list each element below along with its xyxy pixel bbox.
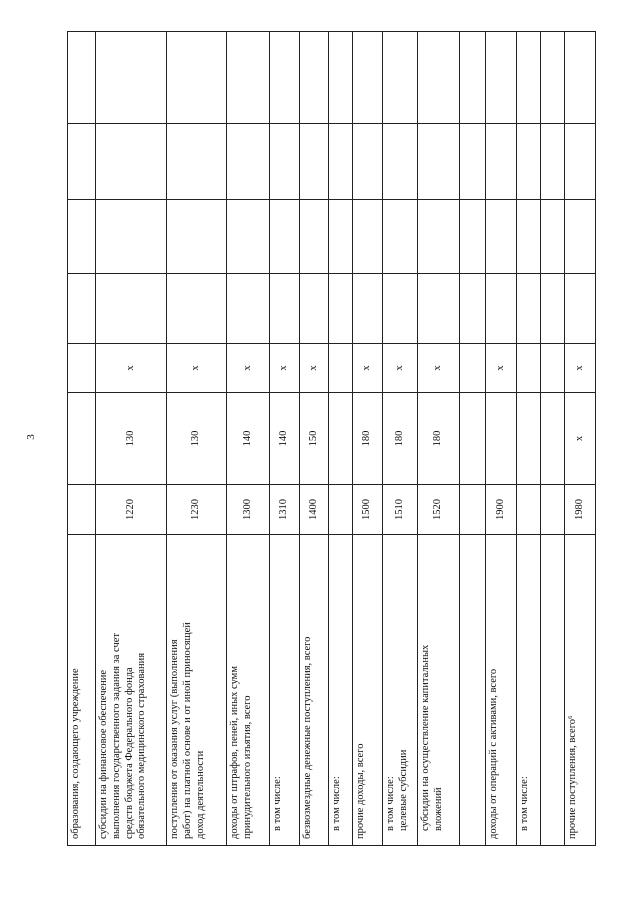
row-label-line: субсидии на осуществление капитальных bbox=[420, 644, 431, 831]
amount-cell bbox=[270, 124, 300, 200]
row-label-line: вложений bbox=[432, 787, 444, 831]
amount-cell bbox=[517, 124, 541, 200]
row-code-cell: 1980 bbox=[565, 485, 596, 535]
amount-cell bbox=[383, 274, 418, 344]
table-row bbox=[541, 32, 565, 846]
amount-cell bbox=[353, 32, 383, 124]
amount-cell bbox=[383, 32, 418, 124]
row-label bbox=[541, 535, 565, 846]
cross-mark-cell bbox=[541, 344, 565, 393]
amount-cell bbox=[353, 200, 383, 274]
row-label-line: прочие доходы, всего bbox=[355, 743, 366, 839]
amount-cell bbox=[96, 32, 167, 124]
cross-mark-cell bbox=[517, 344, 541, 393]
row-label bbox=[96, 535, 167, 846]
row-label-line: средств бюджета Федерального фонда bbox=[123, 667, 135, 839]
amount-cell bbox=[517, 274, 541, 344]
amount-cell bbox=[541, 274, 565, 344]
table-row bbox=[68, 32, 96, 846]
amount-cell bbox=[167, 124, 227, 200]
cross-mark-cell: х bbox=[486, 344, 517, 393]
kosgu-code-cell: 180 bbox=[418, 393, 460, 485]
amount-cell bbox=[68, 274, 96, 344]
amount-cell bbox=[517, 200, 541, 274]
rotated-table-wrapper bbox=[67, 32, 595, 846]
table-row bbox=[96, 32, 167, 846]
kosgu-code-cell: 130 bbox=[167, 393, 227, 485]
row-label bbox=[383, 535, 418, 846]
amount-cell bbox=[329, 32, 353, 124]
row-label bbox=[270, 535, 300, 846]
row-label bbox=[418, 535, 460, 846]
amount-cell bbox=[270, 32, 300, 124]
amount-cell bbox=[541, 124, 565, 200]
row-label-line: принудительного изъятия, всего bbox=[241, 695, 253, 839]
row-code-cell bbox=[541, 485, 565, 535]
row-code-cell: 1500 bbox=[353, 485, 383, 535]
amount-cell bbox=[383, 124, 418, 200]
row-code-cell: 1520 bbox=[418, 485, 460, 535]
amount-cell bbox=[418, 124, 460, 200]
amount-cell bbox=[460, 32, 486, 124]
amount-cell bbox=[565, 200, 596, 274]
cross-mark-cell bbox=[460, 344, 486, 393]
row-code-cell bbox=[517, 485, 541, 535]
kosgu-code-cell bbox=[517, 393, 541, 485]
row-label-line: в том числе: bbox=[272, 776, 283, 831]
row-code-cell: 1310 bbox=[270, 485, 300, 535]
row-code-cell bbox=[68, 485, 96, 535]
row-code-cell: 1300 bbox=[227, 485, 270, 535]
amount-cell bbox=[486, 32, 517, 124]
table-row bbox=[270, 32, 300, 846]
kosgu-code-cell bbox=[329, 393, 353, 485]
amount-cell bbox=[167, 200, 227, 274]
kosgu-code-cell bbox=[486, 393, 517, 485]
amount-cell bbox=[517, 32, 541, 124]
table-row bbox=[167, 32, 227, 846]
cross-mark-cell bbox=[329, 344, 353, 393]
amount-cell bbox=[96, 274, 167, 344]
table-row bbox=[383, 32, 418, 846]
amount-cell bbox=[96, 124, 167, 200]
amount-cell bbox=[167, 274, 227, 344]
amount-cell bbox=[353, 274, 383, 344]
financial-plan-table bbox=[67, 31, 596, 846]
cross-mark-cell: х bbox=[565, 344, 596, 393]
table-row bbox=[353, 32, 383, 846]
cross-mark-cell: х bbox=[300, 344, 329, 393]
row-label-line: в том числе: bbox=[331, 776, 342, 831]
amount-cell bbox=[418, 32, 460, 124]
cross-mark-cell: х bbox=[353, 344, 383, 393]
row-code-cell bbox=[329, 485, 353, 535]
row-label bbox=[353, 535, 383, 846]
amount-cell bbox=[227, 124, 270, 200]
table-row bbox=[329, 32, 353, 846]
row-label bbox=[460, 535, 486, 846]
amount-cell bbox=[300, 274, 329, 344]
amount-cell bbox=[300, 32, 329, 124]
table-row bbox=[565, 32, 596, 846]
amount-cell bbox=[418, 274, 460, 344]
row-label-line bbox=[543, 541, 556, 839]
row-label-line: в том числе: bbox=[519, 776, 530, 831]
row-label-line: доход деятельности bbox=[194, 750, 206, 839]
amount-cell bbox=[329, 274, 353, 344]
row-label bbox=[517, 535, 541, 846]
kosgu-code-cell: 150 bbox=[300, 393, 329, 485]
kosgu-code-cell: 140 bbox=[227, 393, 270, 485]
row-code-cell bbox=[460, 485, 486, 535]
amount-cell bbox=[565, 274, 596, 344]
table-row bbox=[486, 32, 517, 846]
amount-cell bbox=[565, 32, 596, 124]
row-label-line: субсидии на финансовое обеспечение bbox=[98, 669, 109, 839]
cross-mark-cell bbox=[68, 344, 96, 393]
amount-cell bbox=[486, 274, 517, 344]
amount-cell bbox=[68, 32, 96, 124]
row-label-line: образования, создающего учреждение bbox=[70, 668, 81, 839]
table-row bbox=[517, 32, 541, 846]
amount-cell bbox=[460, 124, 486, 200]
amount-cell bbox=[300, 124, 329, 200]
row-label bbox=[565, 535, 596, 846]
amount-cell bbox=[227, 274, 270, 344]
amount-cell bbox=[270, 200, 300, 274]
table-row bbox=[418, 32, 460, 846]
table-row bbox=[300, 32, 329, 846]
cross-mark-cell: х bbox=[383, 344, 418, 393]
row-label bbox=[486, 535, 517, 846]
amount-cell bbox=[300, 200, 329, 274]
row-code-cell: 1400 bbox=[300, 485, 329, 535]
amount-cell bbox=[96, 200, 167, 274]
kosgu-code-cell: 140 bbox=[270, 393, 300, 485]
row-label bbox=[329, 535, 353, 846]
row-label-line: поступления от оказания услуг (выполнения bbox=[169, 639, 180, 839]
row-label-line: безвозмездные денежные поступления, всего bbox=[302, 636, 313, 839]
kosgu-code-cell: 180 bbox=[353, 393, 383, 485]
amount-cell bbox=[486, 124, 517, 200]
kosgu-code-cell: 130 bbox=[96, 393, 167, 485]
amount-cell bbox=[227, 32, 270, 124]
page-number: 3 bbox=[24, 434, 37, 440]
amount-cell bbox=[418, 200, 460, 274]
amount-cell bbox=[565, 124, 596, 200]
row-code-cell: 1510 bbox=[383, 485, 418, 535]
amount-cell bbox=[227, 200, 270, 274]
row-label bbox=[227, 535, 270, 846]
row-code-cell: 1230 bbox=[167, 485, 227, 535]
row-label-line: целевые субсидии bbox=[397, 749, 409, 831]
row-label bbox=[68, 535, 96, 846]
row-label bbox=[300, 535, 329, 846]
cross-mark-cell: х bbox=[227, 344, 270, 393]
kosgu-code-cell: 180 bbox=[383, 393, 418, 485]
table-row bbox=[227, 32, 270, 846]
row-label-line: прочие поступления, всего⁶ bbox=[567, 715, 578, 839]
cross-mark-cell: х bbox=[418, 344, 460, 393]
amount-cell bbox=[460, 274, 486, 344]
kosgu-code-cell bbox=[460, 393, 486, 485]
cross-mark-cell: х bbox=[167, 344, 227, 393]
table-row bbox=[460, 32, 486, 846]
amount-cell bbox=[68, 124, 96, 200]
amount-cell bbox=[486, 200, 517, 274]
amount-cell bbox=[353, 124, 383, 200]
amount-cell bbox=[383, 200, 418, 274]
amount-cell bbox=[541, 32, 565, 124]
row-code-cell: 1220 bbox=[96, 485, 167, 535]
cross-mark-cell: х bbox=[96, 344, 167, 393]
row-label-line: в том числе: bbox=[385, 776, 396, 831]
amount-cell bbox=[68, 200, 96, 274]
row-label-line: доходы от штрафов, пеней, иных сумм bbox=[229, 666, 240, 839]
row-label-line: выполнения государственного задания за счет bbox=[110, 632, 122, 839]
row-label-line: обязательного медицинского страхования bbox=[136, 652, 148, 839]
row-label-line: доходы от операций с активами, всего bbox=[488, 668, 499, 839]
row-label-line bbox=[462, 541, 475, 839]
kosgu-code-cell bbox=[68, 393, 96, 485]
amount-cell bbox=[329, 124, 353, 200]
cross-mark-cell: х bbox=[270, 344, 300, 393]
row-label-line: работ) на платной основе и от иной приносящей bbox=[181, 622, 193, 839]
amount-cell bbox=[270, 274, 300, 344]
amount-cell bbox=[460, 200, 486, 274]
kosgu-code-cell bbox=[541, 393, 565, 485]
amount-cell bbox=[329, 200, 353, 274]
row-label bbox=[167, 535, 227, 846]
row-code-cell: 1900 bbox=[486, 485, 517, 535]
kosgu-code-cell: х bbox=[565, 393, 596, 485]
amount-cell bbox=[541, 200, 565, 274]
amount-cell bbox=[167, 32, 227, 124]
